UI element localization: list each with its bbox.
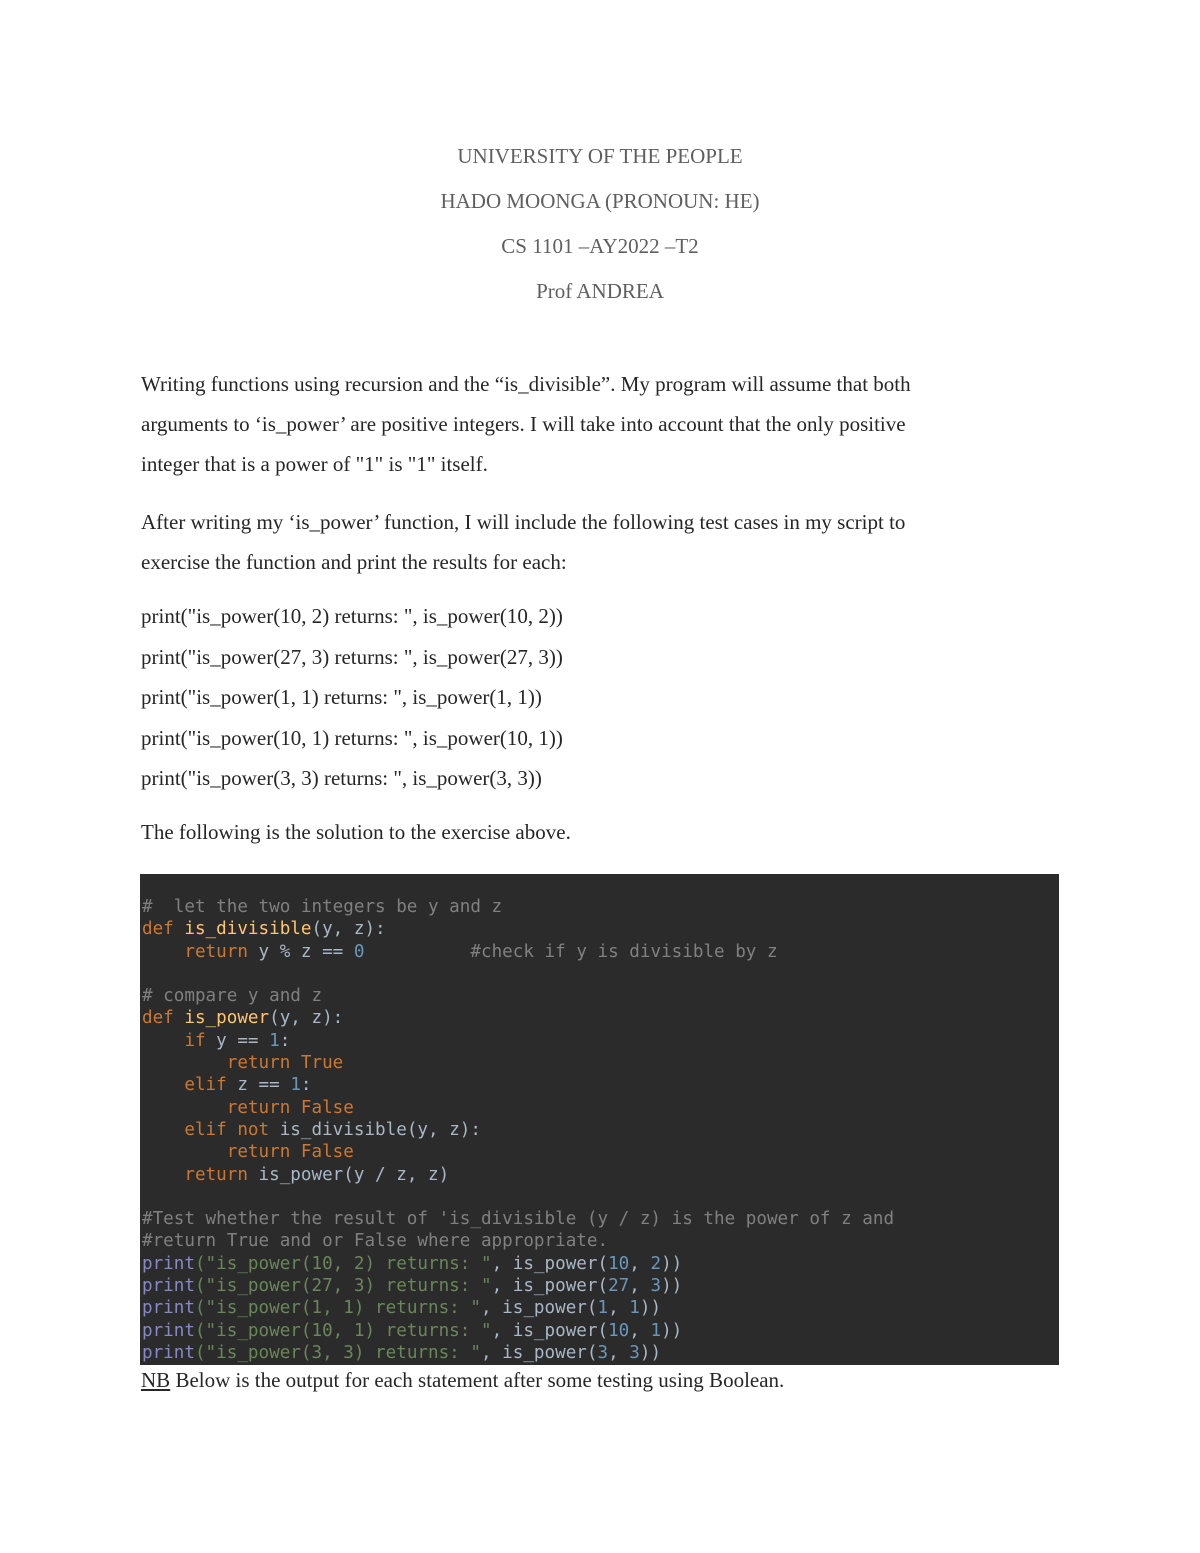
code-token: , is_power(	[491, 1320, 609, 1341]
code-line	[142, 1186, 1059, 1208]
code-line	[142, 1097, 1059, 1119]
code-token: ))	[639, 1342, 662, 1363]
code-token: print	[142, 1276, 195, 1297]
text-line: exercise the function and print the results for each:	[141, 550, 567, 574]
code-token: , is_power(	[491, 1253, 609, 1274]
code-token: ("is_power(27, 3) returns: "	[194, 1276, 492, 1297]
code-token: z ==	[226, 1075, 291, 1096]
code-token: ("is_power(10, 1) returns: "	[194, 1320, 492, 1341]
code-line	[142, 1164, 1059, 1186]
code-token: 27	[608, 1276, 630, 1297]
code-token: is_power(y / z, z)	[247, 1164, 450, 1185]
course-code: CS 1101 –AY2022 –T2	[501, 234, 699, 258]
code-token: 3	[629, 1342, 640, 1363]
code-token: 1	[290, 1075, 301, 1096]
code-line	[142, 1007, 1059, 1029]
code-comment: #Test whether the result of 'is_divisible (y / z) is the power of z and	[142, 1209, 895, 1230]
code-token: ))	[661, 1320, 683, 1341]
text-line: integer that is a power of "1" is "1" itself.	[141, 452, 488, 476]
code-line	[142, 1119, 1059, 1141]
note-line	[141, 1365, 784, 1395]
code-line: print("is_power(1, 1) returns: ", is_power(1, 1))	[142, 1298, 662, 1319]
test-case-list	[141, 596, 1021, 799]
test-case-line: print("is_power(27, 3) returns: ", is_power(27, 3))	[141, 644, 563, 669]
code-line	[142, 963, 1059, 985]
code-token: (y, z):	[269, 1008, 344, 1029]
code-token: return False	[226, 1142, 354, 1163]
code-line	[142, 1052, 1059, 1074]
code-line	[142, 1208, 1059, 1230]
code-comment: # let the two integers be y and z	[142, 897, 503, 917]
code-token: print	[142, 1342, 195, 1363]
code-token: 1	[597, 1298, 609, 1319]
code-token: y ==	[205, 1030, 270, 1051]
code-token: , is_power(	[480, 1298, 598, 1319]
code-token: elif not	[184, 1119, 270, 1140]
code-token: (y, z):	[311, 919, 386, 940]
code-token: 1	[629, 1298, 640, 1319]
code-token: ))	[661, 1253, 683, 1274]
code-line	[142, 896, 1059, 918]
professor-name: Prof ANDREA	[536, 279, 664, 303]
code-token: elif	[184, 1075, 227, 1096]
code-token: 1	[650, 1320, 662, 1341]
code-token: def	[142, 1008, 174, 1029]
code-comment: #return True and or False where appropriate.	[142, 1231, 609, 1252]
code-token: 2	[650, 1253, 662, 1274]
test-case-line: print("is_power(10, 1) returns: ", is_power(10, 1))	[141, 725, 563, 750]
function-name: is_divisible	[184, 919, 312, 940]
code-token: 1	[269, 1030, 280, 1051]
text-line: Writing functions using recursion and the “is_divisible”. My program will assume that both	[141, 372, 911, 396]
code-token: return	[184, 1164, 248, 1185]
document-header	[0, 140, 1200, 320]
text-line: arguments to ‘is_power’ are positive integers. I will take into account that the only positive	[141, 412, 906, 436]
code-token: print	[142, 1298, 195, 1319]
code-token: ("is_power(10, 2) returns: "	[194, 1253, 492, 1274]
code-line	[142, 1230, 1059, 1252]
code-line	[142, 941, 1059, 963]
code-comment: # compare y and z	[142, 986, 323, 1007]
test-case-line: print("is_power(10, 2) returns: ", is_power(10, 2))	[141, 604, 563, 628]
code-token: 10	[608, 1320, 630, 1341]
test-case-line: print("is_power(1, 1) returns: ", is_power(1, 1))	[141, 685, 542, 709]
code-token: return False	[226, 1097, 354, 1118]
code-token: return	[184, 941, 248, 962]
code-token: print	[142, 1253, 195, 1274]
code-line	[142, 918, 1059, 940]
note-label: NB	[141, 1368, 171, 1392]
code-token: if	[184, 1030, 206, 1051]
text-line: After writing my ‘is_power’ function, I will include the following test cases in my script to	[141, 510, 906, 534]
code-block	[140, 874, 1059, 1365]
code-line	[142, 1030, 1059, 1052]
code-line: print("is_power(3, 3) returns: ", is_power(3, 3))	[142, 1342, 662, 1363]
university-name: UNIVERSITY OF THE PEOPLE	[457, 144, 743, 168]
code-token: y % z ==	[247, 941, 354, 962]
code-token: return True	[226, 1053, 344, 1074]
code-token: print	[142, 1320, 195, 1341]
solution-intro: The following is the solution to the exercise above.	[141, 820, 571, 844]
code-token: , is_power(	[491, 1276, 609, 1297]
code-line	[142, 1141, 1059, 1163]
code-line: print("is_power(27, 3) returns: ", is_power(27, 3))	[142, 1276, 683, 1297]
intro-paragraph-1	[141, 364, 1021, 484]
code-token: ))	[639, 1298, 662, 1319]
code-token: def	[142, 919, 174, 940]
code-token: ("is_power(1, 1) returns: "	[194, 1298, 481, 1319]
function-name: is_power	[184, 1008, 270, 1029]
note-text: Below is the output for each statement after some testing using Boolean.	[170, 1368, 785, 1392]
code-token: 3	[597, 1342, 609, 1363]
code-token: ))	[661, 1276, 683, 1297]
code-token: ("is_power(3, 3) returns: "	[194, 1342, 481, 1363]
code-token: 10	[608, 1253, 630, 1274]
code-token: :	[300, 1075, 312, 1096]
code-token: 3	[650, 1276, 662, 1297]
code-line	[142, 1074, 1059, 1096]
test-case-line: print("is_power(3, 3) returns: ", is_power(3, 3))	[141, 766, 542, 790]
code-comment: #check if y is divisible by z	[470, 941, 778, 962]
code-line: print("is_power(10, 2) returns: ", is_power(10, 2))	[142, 1253, 683, 1274]
author-name: HADO MOONGA (PRONOUN: HE)	[440, 189, 760, 213]
code-token: , is_power(	[480, 1342, 598, 1363]
code-line	[142, 985, 1059, 1007]
code-token: 0	[353, 941, 365, 962]
intro-paragraph-2	[141, 502, 1021, 582]
code-line: print("is_power(10, 1) returns: ", is_power(10, 1))	[142, 1320, 683, 1341]
code-token: is_divisible(y, z):	[269, 1119, 481, 1140]
code-token: :	[279, 1030, 291, 1051]
